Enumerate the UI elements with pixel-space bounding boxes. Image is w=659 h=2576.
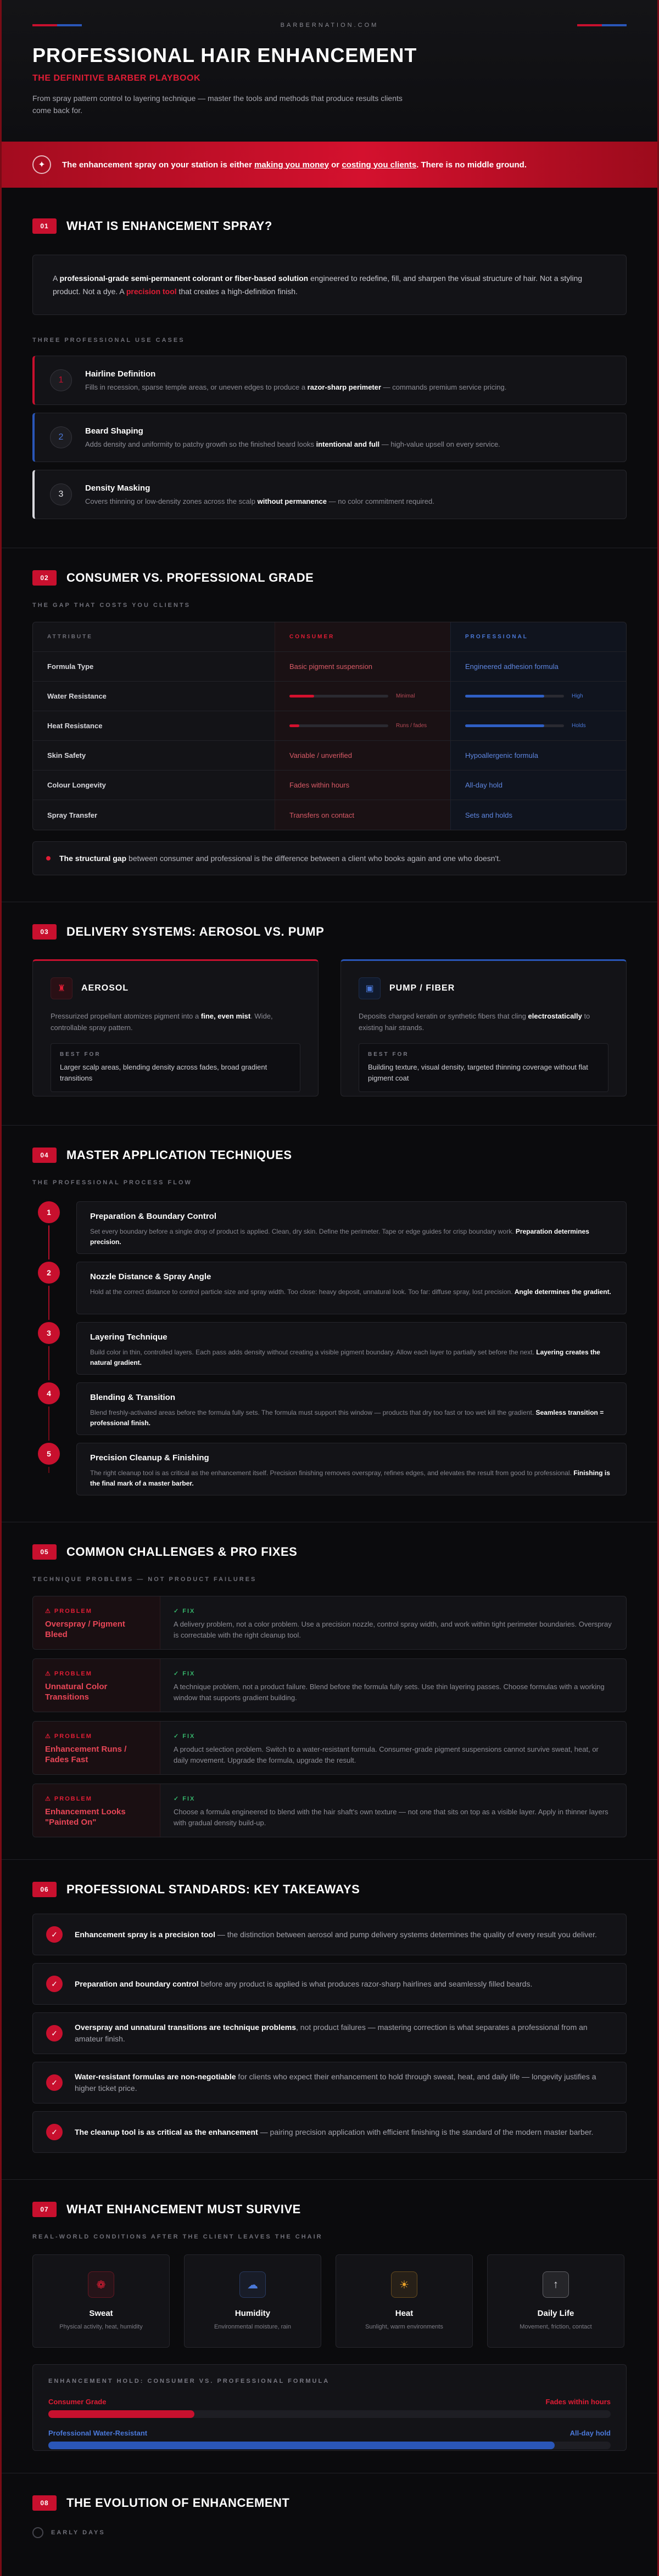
structural-gap-callout: The structural gap between consumer and professional is the difference between a client who books again and one who doesn't. — [32, 841, 627, 875]
hold-bar — [48, 2442, 555, 2449]
condition-title: Daily Life — [537, 2309, 574, 2318]
step-title: Preparation & Boundary Control — [90, 1212, 217, 1221]
section-title: WHAT IS ENHANCEMENT SPRAY? — [66, 219, 272, 233]
problem-name: Enhancement Looks "Painted On" — [45, 1807, 126, 1827]
fix-desc: Choose a formula engineered to blend with the hair shaft's own texture — not one that sits on top as a visible layer. Apply in thinner layers with gradual density build-up. — [174, 1808, 608, 1827]
step-title: Layering Technique — [90, 1332, 167, 1342]
section-number: 03 — [32, 924, 57, 940]
problem-name: Unnatural Color Transitions — [45, 1682, 108, 1702]
attribute-cell: Water Resistance — [47, 692, 107, 700]
section-header — [32, 570, 627, 586]
problem-tag: ⚠ PROBLEM — [45, 1796, 92, 1802]
section-what-is — [2, 188, 657, 519]
condition-card — [32, 2254, 170, 2348]
section-number: 08 — [32, 2495, 57, 2511]
condition-title: Humidity — [234, 2309, 271, 2318]
section-header — [32, 924, 627, 940]
professional-cell: Hypoallergenic formula — [450, 741, 626, 770]
attribute-cell: Heat Resistance — [47, 722, 103, 730]
problem-tag: ⚠ PROBLEM — [45, 1608, 92, 1615]
section-title: THE EVOLUTION OF ENHANCEMENT — [66, 2496, 290, 2510]
problem-name: Overspray / Pigment Bleed — [45, 1619, 125, 1639]
arrow-up-icon: ↑ — [543, 2271, 569, 2298]
section-number: 02 — [32, 570, 57, 586]
professional-cell: All-day hold — [450, 770, 626, 800]
hold-name: Consumer Grade — [48, 2398, 107, 2406]
fix-tag: ✓ FIX — [174, 1733, 196, 1740]
challenge-card — [32, 1658, 627, 1712]
column-header: PROFESSIONAL — [450, 622, 626, 651]
step-desc: Set every boundary before a single drop of product is applied. Clean, dry skin. Define the perimeter. Tape or edge guides for crisp boundary work. Preparation determines precision. — [90, 1228, 589, 1246]
hold-bar — [48, 2410, 194, 2418]
step-title: Precision Cleanup & Finishing — [90, 1453, 209, 1463]
use-case-number: 1 — [50, 369, 72, 391]
alert-text-mid: or — [328, 160, 342, 170]
consumer-cell: Basic pigment suspension — [275, 652, 450, 681]
section-survive — [2, 2180, 657, 2451]
hero-top — [32, 22, 627, 29]
process-steps — [32, 1201, 627, 1495]
alert-emphasis-money: making you money — [254, 160, 329, 170]
step-desc: The right cleanup tool is as critical as the enhancement itself. Precision finishing removes overspray, refines edges, and elevates the result from good to professional. Finishing is the final mark of a master barber. — [90, 1469, 610, 1487]
site-name[interactable]: BARBERNATION.COM — [280, 22, 379, 29]
use-cases-label: THREE PROFESSIONAL USE CASES — [32, 337, 185, 344]
section-header — [32, 218, 627, 234]
use-case-title: Density Masking — [85, 483, 150, 493]
consumer-cell: Minimal — [275, 682, 450, 711]
use-case-title: Beard Shaping — [85, 426, 143, 436]
takeaway-list — [32, 1914, 627, 2153]
table-row — [33, 800, 626, 830]
best-for-text: Building texture, visual density, targeted thinning coverage without flat pigment coat — [368, 1063, 588, 1082]
section-evolution — [2, 2473, 657, 2538]
section-header — [32, 2495, 627, 2511]
professional-cell: High — [450, 682, 626, 711]
section-title: WHAT ENHANCEMENT MUST SURVIVE — [66, 2202, 301, 2216]
table-label: THE GAP THAT COSTS YOU CLIENTS — [32, 602, 191, 609]
step-title: Nozzle Distance & Spray Angle — [90, 1272, 211, 1281]
section-number: 01 — [32, 218, 57, 234]
hold-comparison — [32, 2364, 627, 2451]
process-label: THE PROFESSIONAL PROCESS FLOW — [32, 1179, 192, 1186]
cloud-icon: ☁ — [239, 2271, 266, 2298]
section-title: CONSUMER VS. PROFESSIONAL GRADE — [66, 571, 314, 584]
hero — [2, 0, 657, 142]
card-desc: Deposits charged keratin or synthetic fibers that cling electrostatically to existing hair strands. — [359, 1012, 590, 1032]
step-desc: Blend freshly-activated areas before the formula fully sets. The formula must support this window — products that dry too fast or too wet kill the gradient. Seamless transition = professional finish. — [90, 1409, 604, 1427]
hold-row-consumer — [48, 2398, 611, 2418]
alert-text-post: . There is no middle ground. — [416, 160, 527, 170]
check-icon: ✓ — [46, 1976, 63, 1992]
table-row — [33, 652, 626, 682]
section-title: PROFESSIONAL STANDARDS: KEY TAKEAWAYS — [66, 1882, 360, 1896]
attribute-cell: Skin Safety — [47, 751, 86, 760]
timeline-item — [32, 2527, 627, 2538]
section-techniques — [2, 1126, 657, 1495]
timeline-dot-icon — [32, 2527, 43, 2538]
card-title: PUMP / FIBER — [389, 983, 455, 993]
sun-icon: ☀ — [391, 2271, 417, 2298]
bullet-dot-icon — [46, 856, 51, 860]
card-title: AEROSOL — [81, 983, 129, 993]
use-case-desc: Adds density and uniformity to patchy growth so the finished beard looks intentional and full — high-value upsell on every service. — [85, 440, 500, 448]
alert-emphasis-clients: costing you clients — [342, 160, 417, 170]
droplet-icon: ❁ — [88, 2271, 114, 2298]
professional-cell: Sets and holds — [450, 800, 626, 830]
problem-name: Enhancement Runs / Fades Fast — [45, 1745, 127, 1764]
hold-value: Fades within hours — [545, 2398, 611, 2406]
check-icon: ✓ — [46, 2124, 63, 2140]
use-case-title: Hairline Definition — [85, 369, 156, 379]
problem-tag: ⚠ PROBLEM — [45, 1733, 92, 1740]
takeaway-item: ✓ Enhancement spray is a precision tool — the distinction between aerosol and pump delivery systems determines the quality of every result you deliver. — [32, 1914, 627, 1955]
attribute-cell: Formula Type — [47, 662, 94, 671]
card-desc: Pressurized propellant atomizes pigment into a fine, even mist. Wide, controllable spray pattern. — [51, 1012, 273, 1032]
best-for-box — [51, 1043, 300, 1092]
alert-text — [62, 160, 527, 170]
consumer-cell: Fades within hours — [275, 770, 450, 800]
fix-desc: A technique problem, not a product failure. Blend before the formula fully sets. Use thin layering passes. Choose formulas with a working window that supports gradient building. — [174, 1683, 605, 1702]
condition-title: Heat — [395, 2309, 414, 2318]
condition-desc: Sunlight, warm environments — [365, 2324, 443, 2330]
challenge-card — [32, 1596, 627, 1650]
condition-desc: Physical activity, heat, humidity — [59, 2324, 143, 2330]
section-number: 07 — [32, 2202, 57, 2217]
fix-tag: ✓ FIX — [174, 1671, 196, 1677]
process-step — [32, 1322, 627, 1375]
condition-card — [184, 2254, 321, 2348]
alert-banner — [2, 142, 657, 188]
use-case-desc: Fills in recession, sparse temple areas, or uneven edges to produce a razor-sharp perimeter — commands premium service pricing. — [85, 383, 507, 391]
accent-line-left — [32, 24, 82, 26]
spray-can-icon: ♜ — [51, 977, 72, 999]
use-case-card — [32, 413, 627, 462]
hold-value: All-day hold — [569, 2429, 611, 2437]
takeaway-item: ✓ Water-resistant formulas are non-negotiable for clients who expect their enhancement to hold through sweat, heat, and daily life — longevity justifies a higher ticket price. — [32, 2062, 627, 2103]
hold-name: Professional Water-Resistant — [48, 2429, 148, 2437]
professional-cell: Engineered adhesion formula — [450, 652, 626, 681]
condition-desc: Environmental moisture, rain — [214, 2324, 291, 2330]
fix-tag: ✓ FIX — [174, 1796, 196, 1802]
challenge-card — [32, 1784, 627, 1837]
accent-line-right — [577, 24, 627, 26]
takeaway-item: ✓ Overspray and unnatural transitions are technique problems, not product failures — mastering correction is what separates a professional from an amateur finish. — [32, 2012, 627, 2054]
process-step — [32, 1262, 627, 1314]
fix-tag: ✓ FIX — [174, 1608, 196, 1615]
conditions-row — [32, 2254, 627, 2348]
best-for-text: Larger scalp areas, blending density across fades, broad gradient transitions — [60, 1063, 267, 1082]
section-challenges — [2, 1522, 657, 1837]
process-step — [32, 1443, 627, 1495]
process-step — [32, 1382, 627, 1435]
section-consumer-vs-pro — [2, 548, 657, 875]
step-title: Blending & Transition — [90, 1393, 176, 1402]
takeaway-item: ✓ The cleanup tool is as critical as the enhancement — pairing precision application with efficient finishing is the standard of the modern master barber. — [32, 2111, 627, 2153]
condition-desc: Movement, friction, contact — [520, 2324, 592, 2330]
condition-card — [336, 2254, 473, 2348]
attribute-cell: Colour Longevity — [47, 781, 106, 789]
consumer-level-bar — [289, 724, 299, 727]
section-title: COMMON CHALLENGES & PRO FIXES — [66, 1545, 298, 1559]
section-number: 05 — [32, 1544, 57, 1560]
condition-title: Sweat — [89, 2309, 113, 2318]
professional-level-bar — [465, 724, 544, 727]
table-row — [33, 741, 626, 770]
use-case-desc: Covers thinning or low-density zones across the scalp without permanence — no color commitment required. — [85, 497, 434, 505]
section-delivery-systems — [2, 902, 657, 1096]
condition-card — [487, 2254, 624, 2348]
pump-card — [340, 959, 627, 1096]
best-for-label: BEST FOR — [368, 1051, 409, 1058]
section-takeaways — [2, 1860, 657, 2153]
step-number: 1 — [38, 1201, 60, 1223]
table-row — [33, 682, 626, 711]
fix-desc: A delivery problem, not a color problem. Use a precision nozzle, control spray width, and work within tight perimeter boundaries. Overspray is correctable with the right cleanup tool. — [174, 1620, 612, 1639]
conditions-label: REAL-WORLD CONDITIONS AFTER THE CLIENT LEAVES THE CHAIR — [32, 2234, 323, 2240]
check-icon: ✓ — [46, 2025, 63, 2041]
page-title: PROFESSIONAL HAIR ENHANCEMENT — [32, 44, 417, 66]
step-number: 4 — [38, 1382, 60, 1404]
step-number: 3 — [38, 1322, 60, 1344]
hold-label: ENHANCEMENT HOLD: CONSUMER VS. PROFESSIONAL FORMULA — [48, 2378, 330, 2384]
attribute-cell: Spray Transfer — [47, 811, 98, 819]
professional-cell: Holds — [450, 711, 626, 740]
definition-card: A professional-grade semi-permanent colorant or fiber-based solution engineered to redefine, fill, and sharpen the visual structure of hair. Not a styling product. Not a dye. A precision tool that creates a high-definition finish. — [32, 255, 627, 315]
check-icon: ✓ — [46, 1926, 63, 1943]
check-icon: ✓ — [46, 2074, 63, 2091]
fix-desc: A product selection problem. Switch to a water-resistant formula. Consumer-grade pigment suspensions cannot survive sweat, heat, or daily movement. Upgrade the formula, upgrade the result. — [174, 1745, 599, 1764]
section-header — [32, 2202, 627, 2217]
step-desc: Hold at the correct distance to control particle size and spray width. Too close: heavy deposit, unnatural look. Too far: diffuse spray, lost precision. Angle determines the gradient. — [90, 1288, 611, 1296]
hold-row-professional — [48, 2429, 611, 2449]
best-for-box — [359, 1043, 608, 1092]
consumer-level-bar — [289, 695, 314, 698]
hero-intro: From spray pattern control to layering technique — master the tools and methods that produce results clients come back for. — [32, 94, 403, 115]
step-number: 2 — [38, 1262, 60, 1284]
section-number: 06 — [32, 1882, 57, 1897]
best-for-label: BEST FOR — [60, 1051, 101, 1058]
consumer-cell: Transfers on contact — [275, 800, 450, 830]
aerosol-card — [32, 959, 319, 1096]
section-title: MASTER APPLICATION TECHNIQUES — [66, 1148, 292, 1162]
section-title: DELIVERY SYSTEMS: AEROSOL VS. PUMP — [66, 925, 325, 938]
use-case-number: 2 — [50, 426, 72, 448]
consumer-cell: Runs / fades — [275, 711, 450, 740]
takeaway-item: ✓ Preparation and boundary control before any product is applied is what produces razor-sharp hairlines and seamlessly filled beards. — [32, 1963, 627, 2005]
table-row — [33, 770, 626, 800]
pump-icon: ▣ — [359, 977, 381, 999]
section-header — [32, 1882, 627, 1897]
section-header — [32, 1148, 627, 1163]
page-subtitle: THE DEFINITIVE BARBER PLAYBOOK — [32, 74, 200, 83]
challenge-card — [32, 1721, 627, 1775]
challenges-label: TECHNIQUE PROBLEMS — NOT PRODUCT FAILURES — [32, 1576, 257, 1583]
use-case-card — [32, 470, 627, 519]
delivery-cards — [32, 959, 627, 1096]
professional-level-bar — [465, 695, 544, 698]
use-case-card — [32, 356, 627, 405]
problem-tag: ⚠ PROBLEM — [45, 1671, 92, 1677]
consumer-cell: Variable / unverified — [275, 741, 450, 770]
comparison-table — [32, 622, 627, 830]
process-step — [32, 1201, 627, 1254]
step-number: 5 — [38, 1443, 60, 1465]
column-header: CONSUMER — [275, 622, 450, 651]
table-header-row — [33, 622, 626, 652]
alert-text-pre: The enhancement spray on your station is either — [62, 160, 255, 170]
step-desc: Build color in thin, controlled layers. Each pass adds density without creating a visible pigment boundary. Allow each layer to partially set before the next. Layering creates the natural gradient. — [90, 1348, 600, 1366]
use-case-number: 3 — [50, 483, 72, 505]
section-number: 04 — [32, 1148, 57, 1163]
table-row — [33, 711, 626, 741]
section-header — [32, 1544, 627, 1560]
spray-icon: ✦ — [32, 155, 51, 174]
timeline-label: EARLY DAYS — [51, 2529, 105, 2536]
column-header: ATTRIBUTE — [47, 634, 93, 640]
